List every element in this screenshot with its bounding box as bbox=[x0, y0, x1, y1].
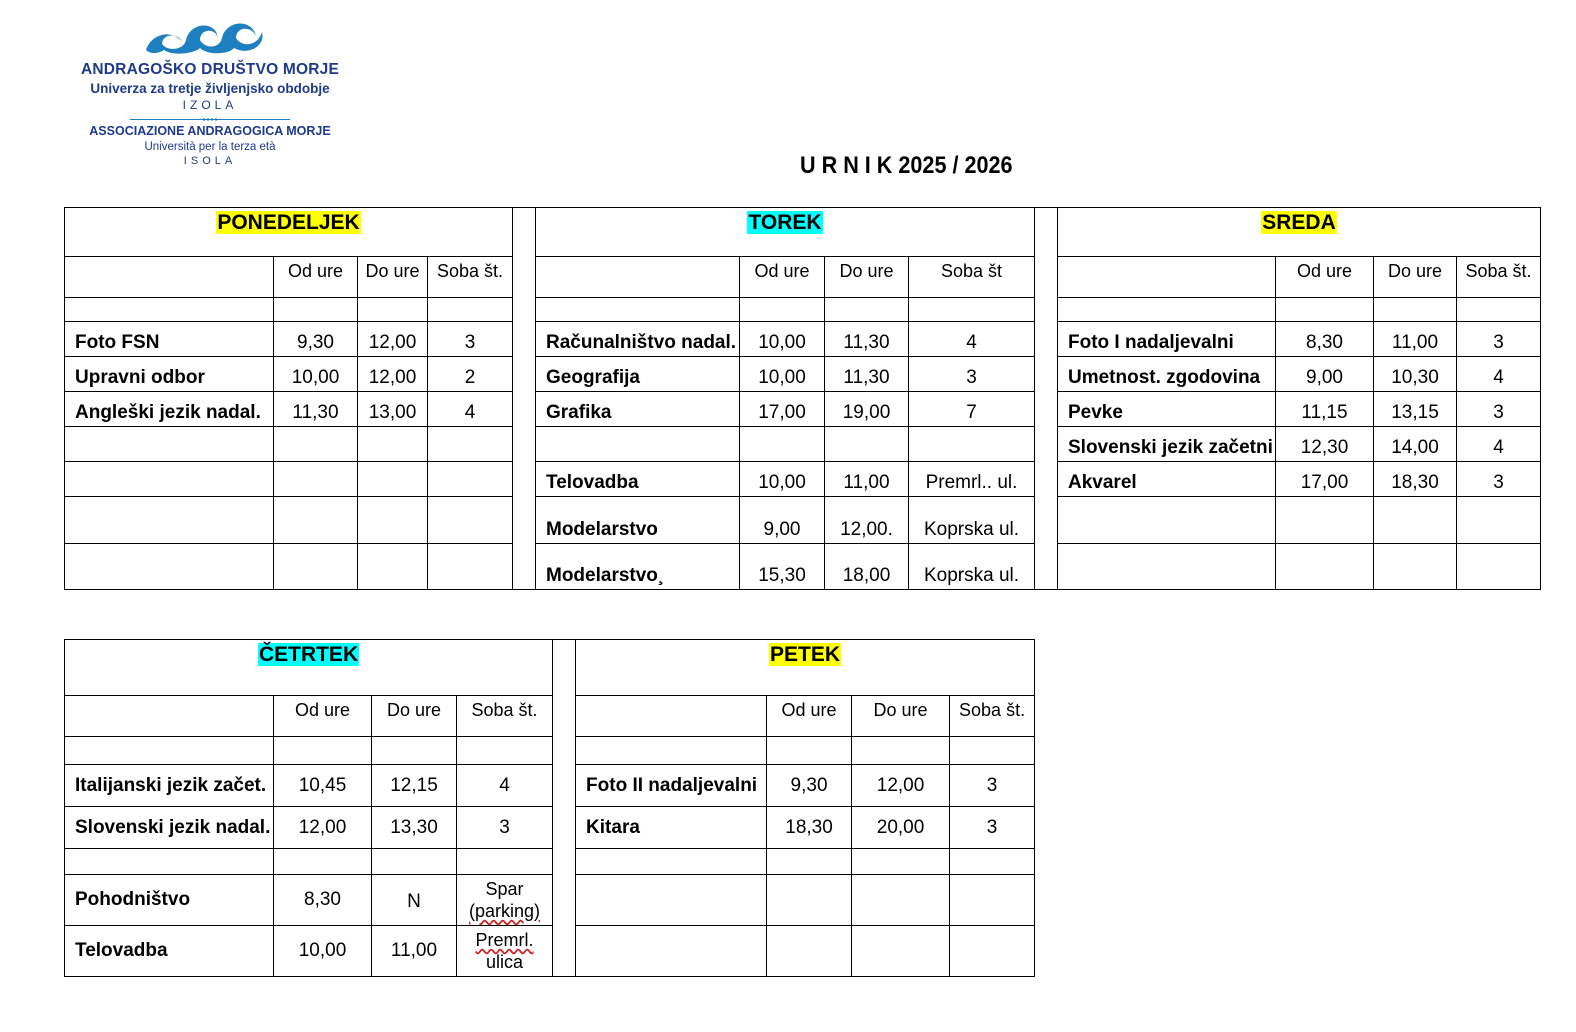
course-name: Upravni odbor bbox=[65, 357, 274, 392]
start-time: 12,30 bbox=[1276, 427, 1374, 462]
org-subtitle-slovene: Univerza za tretje življenjsko obdobje bbox=[90, 81, 330, 96]
organization-logo bbox=[60, 10, 360, 175]
course-name bbox=[536, 427, 740, 462]
end-time bbox=[852, 926, 950, 977]
end-time: 12,00 bbox=[358, 322, 428, 357]
room: 4 bbox=[1457, 427, 1541, 462]
empty-cell bbox=[428, 298, 513, 322]
start-time: 17,00 bbox=[740, 392, 825, 427]
room: Koprska ul. bbox=[909, 544, 1035, 590]
course-header bbox=[65, 257, 274, 298]
start-time: 17,00 bbox=[1276, 462, 1374, 497]
table-row bbox=[65, 357, 1541, 392]
room-header: Soba št. bbox=[428, 257, 513, 298]
course-name: Modelarstvo bbox=[536, 497, 740, 544]
room-header: Soba št bbox=[909, 257, 1035, 298]
room bbox=[457, 849, 553, 875]
room: 3 bbox=[909, 357, 1035, 392]
course-name: Italijanski jezik začet. bbox=[65, 765, 274, 807]
room: Premrl.. ul. bbox=[909, 462, 1035, 497]
day-name: TOREK bbox=[748, 211, 822, 234]
wave-logo-icon bbox=[144, 16, 276, 56]
room bbox=[1457, 544, 1541, 590]
course-name bbox=[65, 497, 274, 544]
empty-cell bbox=[576, 737, 767, 765]
room: 3 bbox=[950, 765, 1035, 807]
course-name bbox=[65, 849, 274, 875]
empty-cell bbox=[274, 737, 372, 765]
course-name bbox=[576, 849, 767, 875]
end-time: 13,30 bbox=[372, 807, 457, 849]
course-name bbox=[65, 544, 274, 590]
room bbox=[1457, 497, 1541, 544]
empty-cell bbox=[852, 737, 950, 765]
day-header bbox=[576, 640, 1035, 696]
table-row bbox=[65, 392, 1541, 427]
day-name: ČETRTEK bbox=[258, 643, 359, 666]
end-time: N bbox=[372, 875, 457, 926]
end-time: 11,00 bbox=[1374, 322, 1457, 357]
course-name: Modelarstvo¸ bbox=[536, 544, 740, 590]
end-time bbox=[358, 427, 428, 462]
end-time: 18,30 bbox=[1374, 462, 1457, 497]
start-time bbox=[767, 926, 852, 977]
room-line: Spar bbox=[485, 879, 524, 899]
room bbox=[428, 544, 513, 590]
room: 7 bbox=[909, 392, 1035, 427]
start-time: 9,00 bbox=[1276, 357, 1374, 392]
room: 4 bbox=[909, 322, 1035, 357]
start-time bbox=[1276, 497, 1374, 544]
start-time-header: Od ure bbox=[274, 696, 372, 737]
column-separator bbox=[1035, 208, 1058, 590]
course-name bbox=[1058, 544, 1276, 590]
table-row bbox=[65, 807, 1035, 849]
room-header: Soba št. bbox=[457, 696, 553, 737]
empty-cell bbox=[1374, 298, 1457, 322]
room: 3 bbox=[428, 322, 513, 357]
course-name: Telovadba bbox=[536, 462, 740, 497]
end-time: 12,00 bbox=[358, 357, 428, 392]
end-time: 20,00 bbox=[852, 807, 950, 849]
start-time: 9,30 bbox=[767, 765, 852, 807]
column-separator bbox=[513, 208, 536, 590]
table-row bbox=[65, 926, 1035, 977]
org-name-italian: ASSOCIAZIONE ANDRAGOGICA MORJE bbox=[89, 124, 331, 138]
start-time: 10,00 bbox=[740, 357, 825, 392]
day-header bbox=[1058, 208, 1541, 257]
room bbox=[950, 875, 1035, 926]
end-time: 13,15 bbox=[1374, 392, 1457, 427]
start-time bbox=[740, 427, 825, 462]
end-time-header: Do ure bbox=[1374, 257, 1457, 298]
end-time bbox=[825, 427, 909, 462]
end-time bbox=[852, 849, 950, 875]
table-row bbox=[65, 322, 1541, 357]
empty-cell bbox=[65, 737, 274, 765]
empty-cell bbox=[372, 737, 457, 765]
course-name: Angleški jezik nadal. bbox=[65, 392, 274, 427]
room-line: ulica bbox=[486, 952, 524, 972]
end-time: 11,30 bbox=[825, 322, 909, 357]
room bbox=[428, 497, 513, 544]
room-header: Soba št. bbox=[950, 696, 1035, 737]
start-time bbox=[274, 497, 358, 544]
empty-cell bbox=[65, 298, 274, 322]
end-time: 18,00 bbox=[825, 544, 909, 590]
table-row bbox=[65, 875, 1035, 926]
empty-cell bbox=[740, 298, 825, 322]
start-time bbox=[274, 849, 372, 875]
course-name bbox=[65, 427, 274, 462]
end-time: 11,00 bbox=[825, 462, 909, 497]
course-name: Slovenski jezik nadal. bbox=[65, 807, 274, 849]
end-time bbox=[358, 544, 428, 590]
start-time: 9,30 bbox=[274, 322, 358, 357]
start-time: 10,00 bbox=[740, 322, 825, 357]
course-name: Foto FSN bbox=[65, 322, 274, 357]
course-name: Slovenski jezik začetni bbox=[1058, 427, 1276, 462]
room: 4 bbox=[428, 392, 513, 427]
course-name bbox=[65, 462, 274, 497]
org-city-slovene: IZOLA bbox=[182, 98, 238, 112]
course-header bbox=[576, 696, 767, 737]
course-name: Pevke bbox=[1058, 392, 1276, 427]
start-time bbox=[274, 427, 358, 462]
course-name: Kitara bbox=[576, 807, 767, 849]
empty-cell bbox=[274, 298, 358, 322]
start-time: 10,45 bbox=[274, 765, 372, 807]
room: 3 bbox=[457, 807, 553, 849]
room-header: Soba št. bbox=[1457, 257, 1541, 298]
empty-cell bbox=[825, 298, 909, 322]
org-city-italian: ISOLA bbox=[183, 155, 237, 167]
table-row bbox=[65, 462, 1541, 497]
table-row bbox=[65, 544, 1541, 590]
start-time-header: Od ure bbox=[767, 696, 852, 737]
schedule-table-bottom bbox=[64, 639, 1035, 977]
start-time: 12,00 bbox=[274, 807, 372, 849]
course-name: Računalništvo nadal. bbox=[536, 322, 740, 357]
end-time: 13,00 bbox=[358, 392, 428, 427]
end-time-header: Do ure bbox=[825, 257, 909, 298]
course-name: Telovadba bbox=[65, 926, 274, 977]
end-time: 19,00 bbox=[825, 392, 909, 427]
start-time: 8,30 bbox=[1276, 322, 1374, 357]
end-time-header: Do ure bbox=[852, 696, 950, 737]
end-time-header: Do ure bbox=[358, 257, 428, 298]
room: 3 bbox=[950, 807, 1035, 849]
room bbox=[428, 462, 513, 497]
end-time: 11,00 bbox=[372, 926, 457, 977]
end-time bbox=[1374, 497, 1457, 544]
start-time: 9,00 bbox=[740, 497, 825, 544]
room: Koprska ul. bbox=[909, 497, 1035, 544]
start-time bbox=[274, 544, 358, 590]
course-name: Geografija bbox=[536, 357, 740, 392]
start-time: 10,00 bbox=[740, 462, 825, 497]
course-name: Umetnost. zgodovina bbox=[1058, 357, 1276, 392]
start-time-header: Od ure bbox=[740, 257, 825, 298]
room-line: (parking) bbox=[469, 901, 541, 921]
end-time bbox=[372, 849, 457, 875]
end-time: 10,30 bbox=[1374, 357, 1457, 392]
room: 3 bbox=[1457, 462, 1541, 497]
start-time bbox=[767, 875, 852, 926]
room: 4 bbox=[1457, 357, 1541, 392]
room: 3 bbox=[1457, 392, 1541, 427]
course-name: Akvarel bbox=[1058, 462, 1276, 497]
end-time-header: Do ure bbox=[372, 696, 457, 737]
end-time bbox=[358, 462, 428, 497]
table-row bbox=[65, 849, 1035, 875]
day-name: PONEDELJEK bbox=[217, 211, 360, 234]
end-time bbox=[1374, 544, 1457, 590]
column-separator bbox=[553, 640, 576, 977]
start-time: 11,30 bbox=[274, 392, 358, 427]
org-subtitle-italian: Università per la terza età bbox=[144, 141, 276, 153]
end-time: 12,00 bbox=[852, 765, 950, 807]
course-header bbox=[536, 257, 740, 298]
start-time bbox=[274, 462, 358, 497]
day-header bbox=[536, 208, 1035, 257]
start-time: 10,00 bbox=[274, 357, 358, 392]
empty-cell bbox=[767, 737, 852, 765]
course-name bbox=[576, 875, 767, 926]
end-time: 14,00 bbox=[1374, 427, 1457, 462]
day-name: PETEK bbox=[770, 643, 841, 666]
empty-cell bbox=[909, 298, 1035, 322]
course-name: Foto I nadaljevalni bbox=[1058, 322, 1276, 357]
empty-cell bbox=[457, 737, 553, 765]
empty-cell bbox=[1058, 298, 1276, 322]
end-time: 11,30 bbox=[825, 357, 909, 392]
start-time: 15,30 bbox=[740, 544, 825, 590]
room bbox=[428, 427, 513, 462]
course-name bbox=[576, 926, 767, 977]
table-row bbox=[65, 497, 1541, 544]
start-time bbox=[1276, 544, 1374, 590]
day-header bbox=[65, 208, 513, 257]
room: 3 bbox=[1457, 322, 1541, 357]
start-time-header: Od ure bbox=[1276, 257, 1374, 298]
room bbox=[950, 926, 1035, 977]
empty-cell bbox=[950, 737, 1035, 765]
empty-cell bbox=[358, 298, 428, 322]
room bbox=[950, 849, 1035, 875]
start-time: 11,15 bbox=[1276, 392, 1374, 427]
end-time: 12,00. bbox=[825, 497, 909, 544]
course-name: Foto II nadaljevalni bbox=[576, 765, 767, 807]
course-name bbox=[1058, 497, 1276, 544]
room: 2 bbox=[428, 357, 513, 392]
start-time-header: Od ure bbox=[274, 257, 358, 298]
table-row bbox=[65, 765, 1035, 807]
room bbox=[457, 926, 553, 977]
end-time: 12,15 bbox=[372, 765, 457, 807]
room: 4 bbox=[457, 765, 553, 807]
start-time: 8,30 bbox=[274, 875, 372, 926]
room bbox=[909, 427, 1035, 462]
empty-cell bbox=[1276, 298, 1374, 322]
start-time bbox=[767, 849, 852, 875]
day-header bbox=[65, 640, 553, 696]
course-header bbox=[1058, 257, 1276, 298]
org-name-slovene: ANDRAGOŠKO DRUŠTVO MORJE bbox=[81, 61, 339, 78]
course-name: Pohodništvo bbox=[65, 875, 274, 926]
logo-divider bbox=[130, 118, 290, 121]
start-time: 10,00 bbox=[274, 926, 372, 977]
empty-cell bbox=[536, 298, 740, 322]
page-title: U R N I K 2025 / 2026 bbox=[800, 152, 1013, 179]
table-row bbox=[65, 427, 1541, 462]
day-name: SREDA bbox=[1262, 211, 1336, 234]
course-name: Grafika bbox=[536, 392, 740, 427]
start-time: 18,30 bbox=[767, 807, 852, 849]
room bbox=[457, 875, 553, 926]
empty-cell bbox=[1457, 298, 1541, 322]
end-time bbox=[852, 875, 950, 926]
room-line: Premrl. bbox=[475, 930, 534, 950]
course-header bbox=[65, 696, 274, 737]
schedule-table-top bbox=[64, 207, 1541, 590]
end-time bbox=[358, 497, 428, 544]
